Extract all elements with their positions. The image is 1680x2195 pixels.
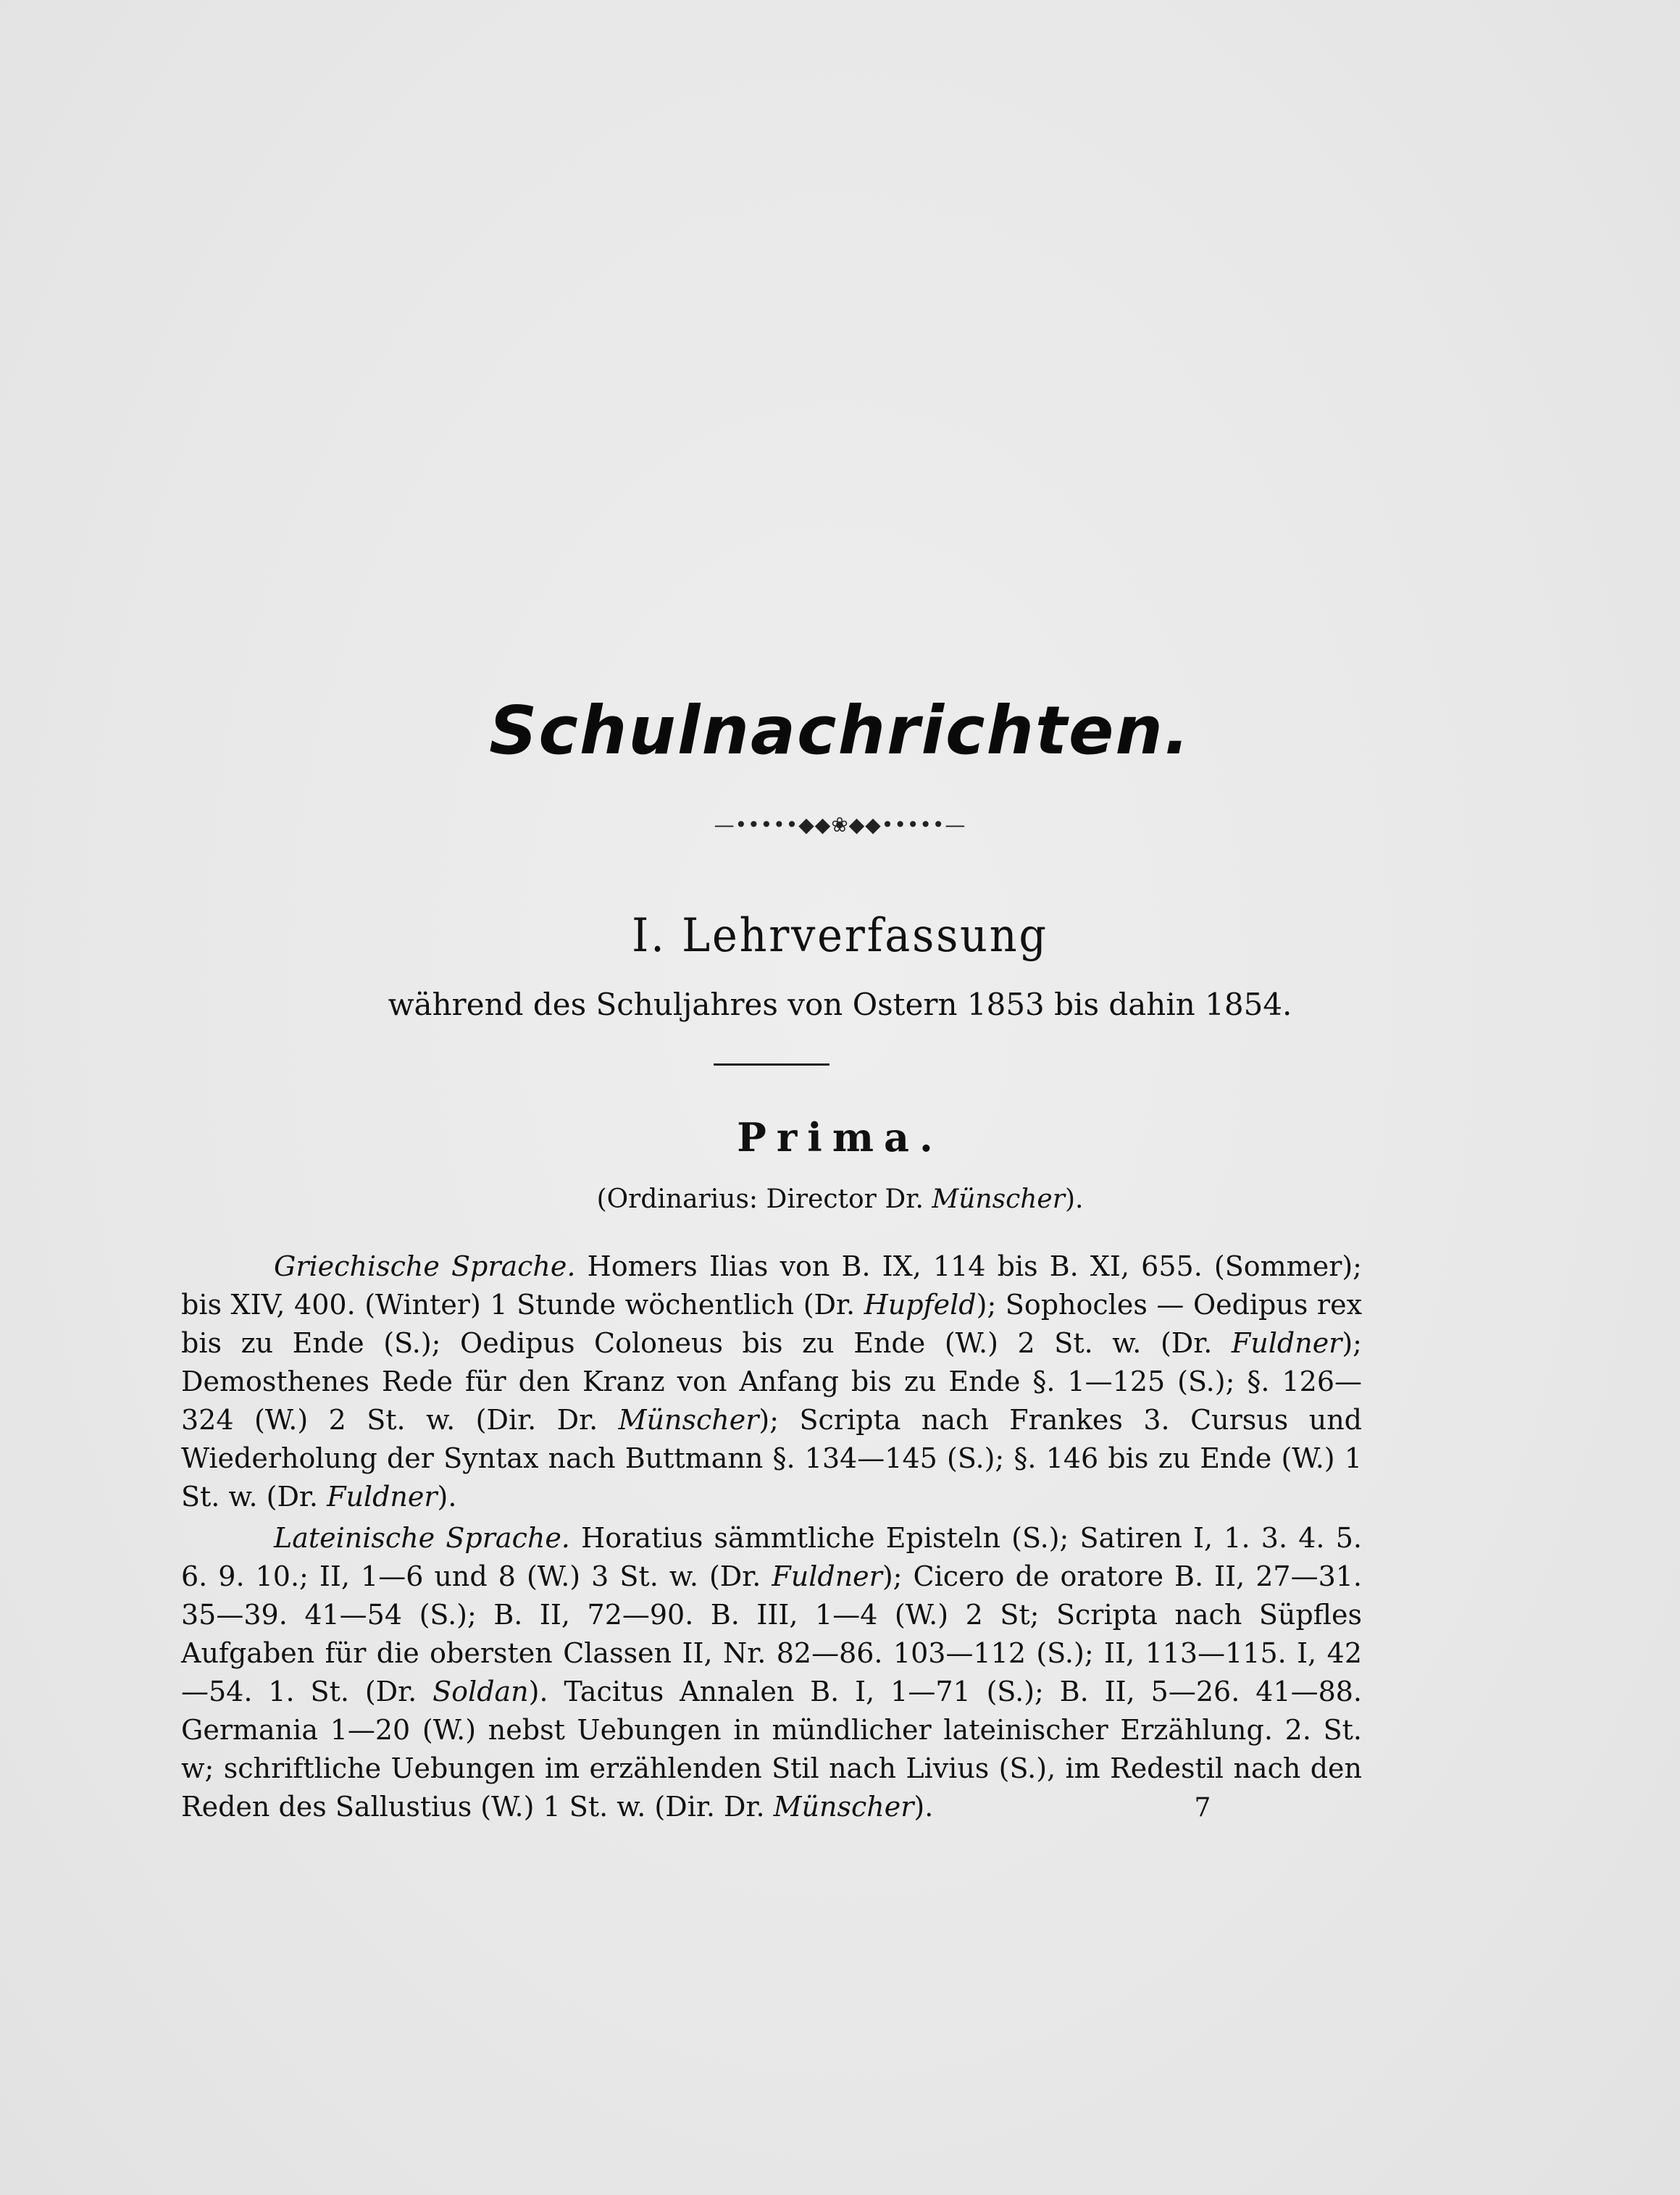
paragraph	[181, 1247, 1362, 1516]
divider-rule	[714, 1063, 829, 1066]
ordinarius-name: Münscher	[932, 1184, 1065, 1214]
teacher-name: Soldan	[432, 1676, 529, 1707]
paragraph-text: Homers Ilias von B. IX, 114 bis B. XI, 655. (Sommer); bis XIV, 400. (Winter) 1 Stunde wöchentlich (Dr.	[181, 1250, 1362, 1321]
paragraph-text: ); Scripta nach Frankes 3. Cursus und Wiederholung der Syntax nach Buttmann §. 134—145 (S.); §. 146 bis zu Ende (W.) 1 St. w. (Dr.	[181, 1404, 1363, 1513]
teacher-name: Fuldner	[772, 1560, 882, 1592]
section-subheading: während des Schuljahres von Ostern 1853 bis dahin 1854.	[388, 987, 1292, 1022]
ordinarius-prefix: (Ordinarius: Director Dr.	[596, 1184, 924, 1214]
main-title: Schulnachrichten.	[489, 692, 1191, 769]
paragraph-text: ); Sophocles — Oedipus rex bis zu Ende (S.); Oedipus Coloneus bis zu Ende (W.) 2 St. w. (Dr.	[181, 1289, 1363, 1359]
section-heading: I. Lehrverfassung	[632, 909, 1048, 963]
paragraph-text: ); Demosthenes Rede für den Kranz von Anfang bis zu Ende §. 1—125 (S.); §. 126—324 (W.) 2 St. w. (Dir. Dr.	[181, 1327, 1362, 1436]
ordinarius-suffix: ).	[1064, 1184, 1084, 1214]
teacher-name: Fuldner	[1231, 1327, 1342, 1359]
body-text	[181, 1247, 1362, 1829]
paragraph	[181, 1519, 1362, 1826]
paragraph-text: ).	[914, 1791, 934, 1823]
paragraph-text: Horatius sämmtliche Episteln (S.); Satiren I, 1. 3. 4. 5. 6. 9. 10.; II, 1—6 und 8 (W.) 3 St. w. (Dr.	[181, 1522, 1362, 1592]
ornament-divider: —•••••◆◆❀◆◆•••••—	[714, 813, 966, 837]
page-number: 7	[1194, 1793, 1211, 1823]
paragraph-text: ).	[437, 1481, 457, 1513]
teacher-name: Hupfeld	[864, 1289, 977, 1321]
paragraph-text: ); Cicero de oratore B. II, 27—31. 35—39. 41—54 (S.); B. II, 72—90. B. III, 1—4 (W.) 2 St; Scripta nach Süpfles Aufgaben für die obersten Classen II, Nr. 82—86. 103—112 (S.); II, 113—115. I, 42—54. 1. St. (Dr.	[181, 1560, 1362, 1707]
teacher-name: Münscher	[618, 1404, 759, 1436]
class-heading: Prima.	[737, 1114, 943, 1161]
paragraph-text: ). Tacitus Annalen B. I, 1—71 (S.); B. II, 5—26. 41—88. Germania 1—20 (W.) nebst Uebungen in mündlicher lateinischer Erzählung. 2. St. w; schriftliche Uebungen im erzählenden Stil nach Livius (S.), im Redestil nach den Reden des Sallustius (W.) 1 St. w. (Dir. Dr.	[181, 1676, 1363, 1823]
subject-label: Griechische Sprache.	[274, 1250, 576, 1282]
teacher-name: Münscher	[773, 1791, 914, 1823]
teacher-name: Fuldner	[327, 1481, 438, 1513]
subject-label: Lateinische Sprache.	[274, 1522, 570, 1554]
ordinarius-line	[0, 1184, 1680, 1214]
